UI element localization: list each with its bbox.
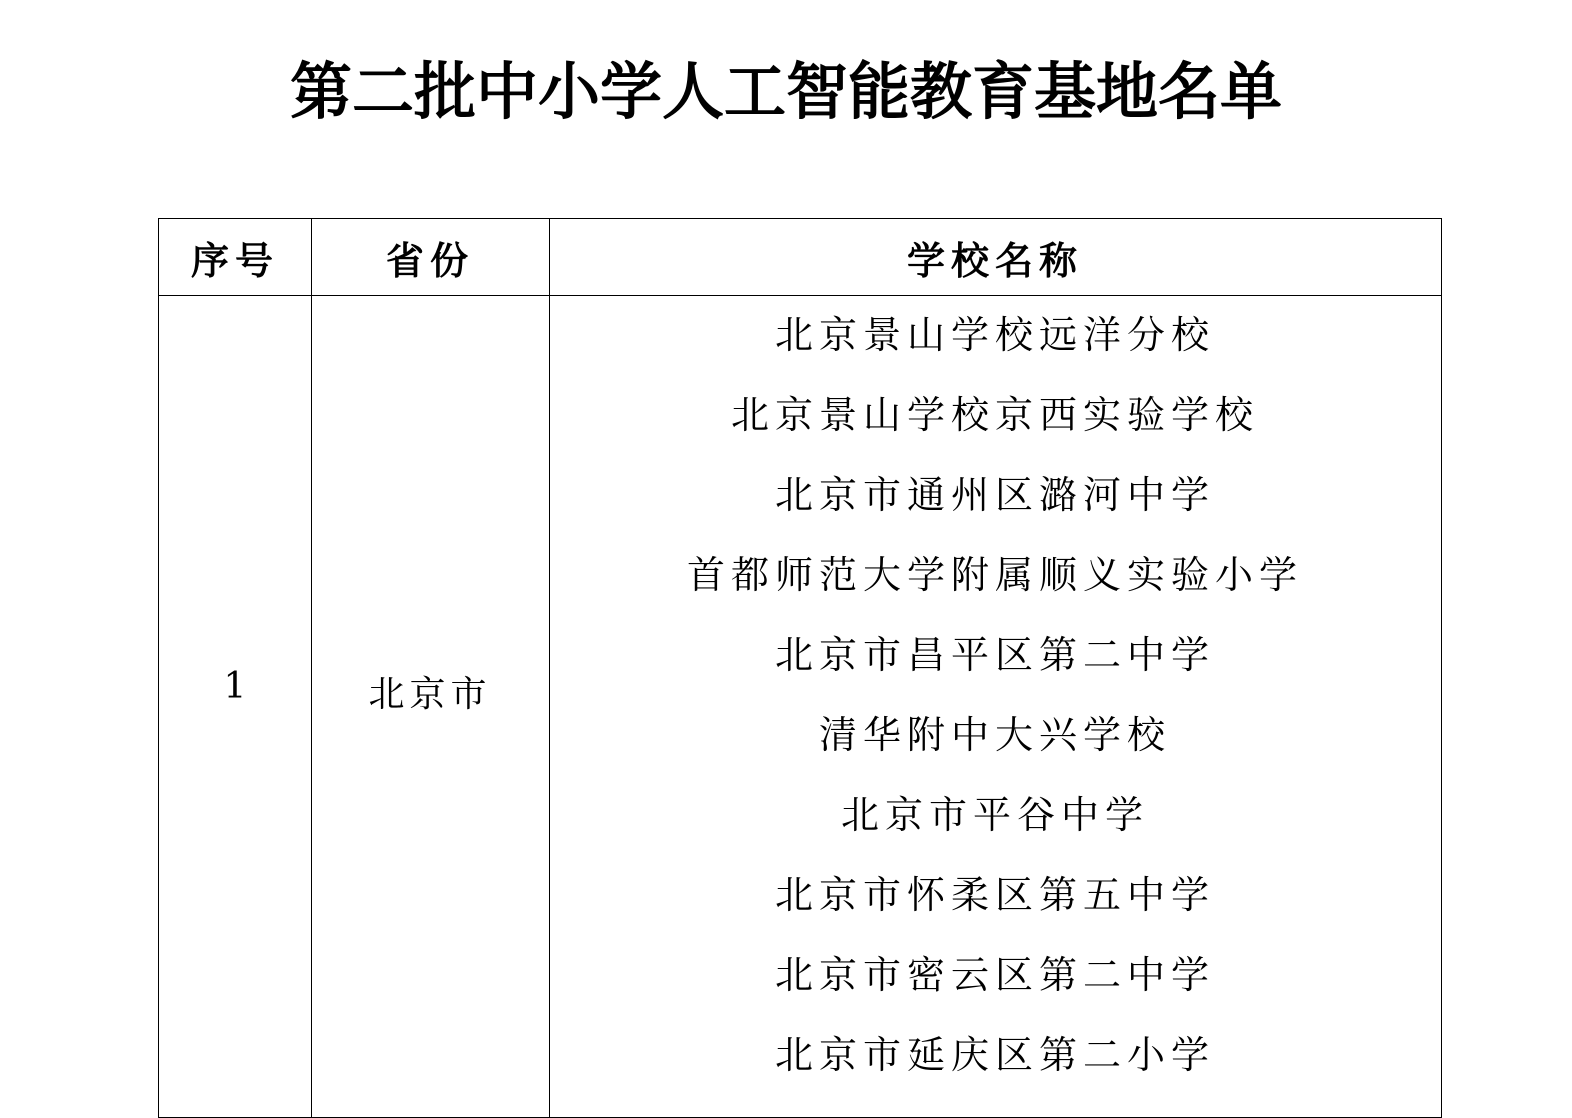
school-list-table [158, 218, 1442, 1118]
header-divider [159, 295, 1441, 296]
school-name: 北京市通州区潞河中学 [774, 473, 1215, 517]
school-name: 北京景山学校远洋分校 [774, 313, 1215, 357]
school-name: 北京市密云区第二中学 [774, 953, 1215, 997]
school-name: 北京市延庆区第二小学 [774, 1033, 1215, 1077]
header-seq: 序号 [190, 237, 279, 283]
column-divider-seq [311, 219, 312, 1117]
school-name: 清华附中大兴学校 [818, 713, 1171, 757]
school-name: 首都师范大学附属顺义实验小学 [686, 553, 1303, 597]
page-title: 第二批中小学人工智能教育基地名单 [289, 55, 1282, 128]
header-school: 学校名称 [906, 237, 1083, 283]
school-name: 北京景山学校京西实验学校 [730, 393, 1259, 437]
school-name: 北京市怀柔区第五中学 [774, 873, 1215, 917]
row-province: 北京市 [368, 674, 492, 715]
school-name: 北京市平谷中学 [840, 793, 1149, 837]
school-name: 北京市昌平区第二中学 [774, 633, 1215, 677]
row-seq: 1 [223, 666, 247, 707]
header-province: 省份 [385, 237, 474, 283]
school-name-list [549, 311, 1441, 1111]
